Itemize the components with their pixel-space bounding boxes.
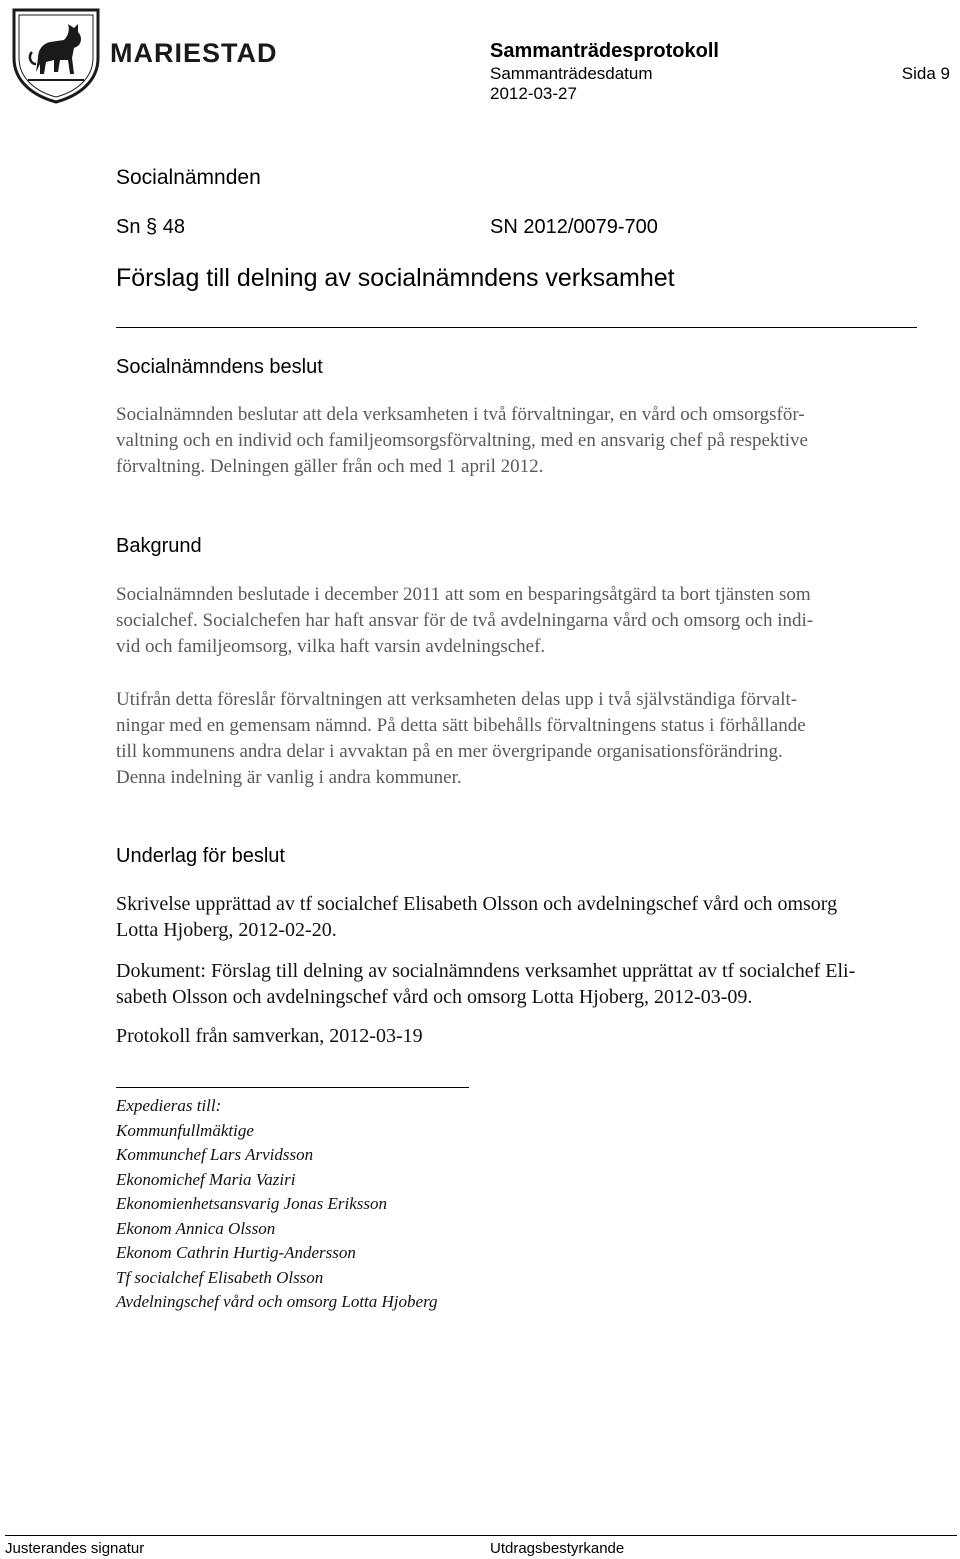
logo-wordmark: MARIESTAD <box>110 38 278 68</box>
text-line: Skrivelse upprättad av tf socialchef Elisabeth Olsson och avdelningschef vård och omsorg <box>116 893 838 915</box>
text-line: Lotta Hjoberg, 2012-02-20. <box>116 919 337 941</box>
title-divider <box>116 327 917 328</box>
case-row <box>116 216 916 242</box>
case-number: SN 2012/0079-700 <box>490 216 658 238</box>
text-line: Socialnämnden beslutar att dela verksamheten i två förvaltningar, en vård och omsorgsför- <box>116 404 805 425</box>
section-heading-basis: Underlag för beslut <box>116 845 285 867</box>
logo <box>8 6 278 106</box>
basis-paragraph-2 <box>116 958 950 1010</box>
section-heading-decision: Socialnämndens beslut <box>116 356 323 378</box>
text-line: Denna indelning är vanlig i andra kommuner. <box>116 767 462 788</box>
footer-signature-label: Justerandes signatur <box>5 1540 145 1557</box>
page-number: Sida 9 <box>901 64 950 83</box>
section-heading-background: Bakgrund <box>116 535 202 557</box>
text-line: Protokoll från samverkan, 2012-03-19 <box>116 1025 423 1047</box>
distribution-heading: Expedieras till: <box>116 1096 222 1115</box>
distribution-list <box>116 1094 438 1315</box>
basis-paragraph-3 <box>116 1023 950 1049</box>
paragraph-number: 48 <box>162 216 185 238</box>
basis-paragraph-1 <box>116 891 950 943</box>
distribution-divider <box>116 1087 469 1088</box>
text-line: valtning och en individ och familjeomsorgsförvaltning, med en ansvarig chef på respektive <box>116 430 808 451</box>
list-item: Tf socialchef Elisabeth Olsson <box>116 1267 324 1287</box>
list-item: Kommunfullmäktige <box>116 1120 254 1140</box>
list-item: Avdelningschef vård och omsorg Lotta Hjoberg <box>116 1292 438 1311</box>
footer-certification-label: Utdragsbestyrkande <box>490 1540 625 1557</box>
text-line: till kommunens andra delar i avvaktan på en mer övergripande organisationsförändring. <box>116 741 783 762</box>
background-paragraph-2 <box>116 687 950 791</box>
list-item: Kommunchef Lars Arvidsson <box>116 1145 314 1164</box>
decision-text <box>116 402 950 480</box>
list-item: Ekonom Cathrin Hurtig-Andersson <box>116 1243 356 1262</box>
paragraph-reference <box>116 216 185 239</box>
text-line: Dokument: Förslag till delning av socialnämndens verksamhet upprättat av tf socialchef Eli- <box>116 960 856 982</box>
background-paragraph-1 <box>116 582 950 660</box>
text-line: sabeth Olsson och avdelningschef vård och omsorg Lotta Hjoberg, 2012-03-09. <box>116 986 753 1008</box>
mariestad-coat-of-arms-icon <box>8 6 104 104</box>
text-line: förvaltning. Delningen gäller från och med 1 april 2012. <box>116 456 544 477</box>
meeting-date: 2012-03-27 <box>490 84 577 103</box>
protocol-title: Sammanträdesprotokoll <box>490 40 719 62</box>
footer-divider <box>5 1535 957 1536</box>
list-item: Ekonom Annica Olsson <box>116 1218 276 1238</box>
text-line: ningar med en gemensam nämnd. På detta sätt bibehålls förvaltningens status i förhållande <box>116 715 806 736</box>
committee-name: Socialnämnden <box>116 166 261 189</box>
text-line: vid och familjeomsorg, vilka haft varsin avdelningschef. <box>116 636 546 657</box>
section-symbol: § <box>146 216 158 238</box>
text-line: socialchef. Socialchefen har haft ansvar för de två avdelningarna vård och omsorg och indi- <box>116 610 814 631</box>
document-title: Förslag till delning av socialnämndens verksamhet <box>116 264 675 292</box>
list-item: Ekonomichef Maria Vaziri <box>116 1169 296 1189</box>
text-line: Utifrån detta föreslår förvaltningen att verksamheten delas upp i två självständiga förvalt- <box>116 689 798 710</box>
list-item: Ekonomienhetsansvarig Jonas Eriksson <box>116 1194 388 1213</box>
text-line: Socialnämnden beslutade i december 2011 att som en besparingsåtgärd ta bort tjänsten som <box>116 584 811 605</box>
meeting-date-label: Sammanträdesdatum <box>490 64 653 83</box>
paragraph-prefix: Sn <box>116 216 141 238</box>
